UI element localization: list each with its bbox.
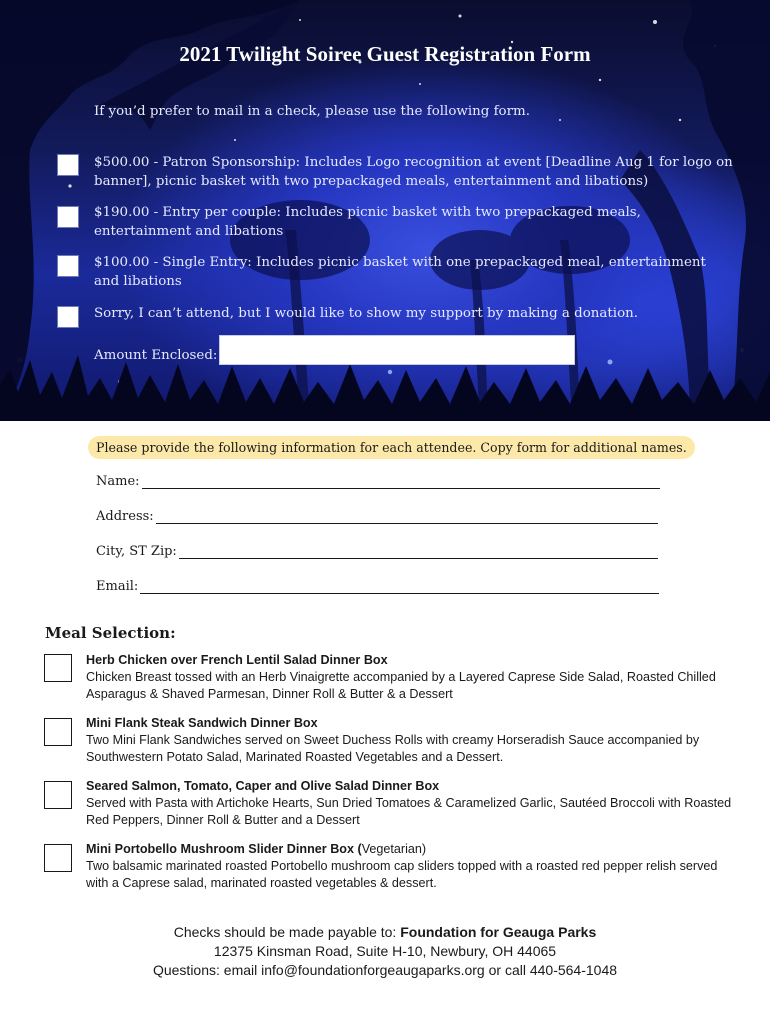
- foundation-name: Foundation for Geauga Parks: [400, 924, 597, 940]
- payment-footer: [0, 923, 770, 980]
- name-field-row: [96, 474, 660, 489]
- attendee-info-notice: Please provide the following information for each attendee. Copy form for additional names.: [88, 436, 695, 459]
- herb-chicken-checkbox[interactable]: [44, 654, 72, 682]
- city-field-row: [96, 544, 658, 559]
- email-field[interactable]: [140, 580, 659, 594]
- name-field[interactable]: [142, 475, 660, 489]
- amount-enclosed-label: Amount Enclosed:: [94, 348, 218, 363]
- meal-title: Seared Salmon, Tomato, Caper and Olive Salad Dinner Box: [86, 779, 440, 793]
- mailing-address: 12375 Kinsman Road, Suite H-10, Newbury, OH 44065: [213, 943, 557, 959]
- payable-to-prefix: Checks should be made payable to:: [173, 924, 401, 940]
- meal-description: Served with Pasta with Artichoke Hearts, Sun Dried Tomatoes & Caramelized Garlic, Sautéed Broccoli with Roasted Red Peppers, Dinner Roll & Butter and a Dessert: [86, 796, 732, 827]
- single-entry-label: $100.00 - Single Entry: Includes picnic basket with one prepackaged meal, entertainment and libations: [94, 255, 706, 289]
- meal-option-portobello-slider: [86, 841, 736, 892]
- address-label: Address:: [96, 509, 154, 524]
- couple-entry-label: $190.00 - Entry per couple: Includes picnic basket with two prepackaged meals, entertainment and libations: [94, 205, 641, 239]
- single-entry-checkbox[interactable]: [57, 255, 79, 277]
- meal-description: Two Mini Flank Sandwiches served on Sweet Duchess Rolls with creamy Horseradish Sauce accompanied by Southwestern Potato Salad, Marinated Roasted Vegetables and a Dessert.: [86, 733, 700, 764]
- meal-description: Two balsamic marinated roasted Portobello mushroom cap sliders topped with a roasted red pepper relish served with a Caprese salad, marinated roasted vegetables & dessert.: [86, 859, 718, 890]
- flank-steak-checkbox[interactable]: [44, 718, 72, 746]
- meal-title: Mini Portobello Mushroom Slider Dinner Box (: [86, 842, 362, 856]
- name-label: Name:: [96, 474, 140, 489]
- form-title: 2021 Twilight Soiree Guest Registration Form: [179, 42, 591, 66]
- night-sky-banner: [0, 0, 770, 421]
- meal-title: Herb Chicken over French Lentil Salad Dinner Box: [86, 653, 388, 667]
- meal-option-seared-salmon: [86, 778, 736, 829]
- address-field[interactable]: [156, 510, 658, 524]
- donation-label: Sorry, I can’t attend, but I would like to show my support by making a donation.: [94, 306, 639, 321]
- amount-enclosed-field[interactable]: [219, 335, 575, 365]
- meal-title-suffix: Vegetarian): [361, 842, 427, 856]
- meal-option-herb-chicken: [86, 652, 736, 703]
- couple-entry-checkbox[interactable]: [57, 206, 79, 228]
- contact-info: Questions: email info@foundationforgeaugaparks.org or call 440-564-1048: [152, 962, 618, 978]
- city-state-zip-field[interactable]: [179, 545, 658, 559]
- seared-salmon-checkbox[interactable]: [44, 781, 72, 809]
- meal-option-flank-steak: [86, 715, 736, 766]
- portobello-slider-checkbox[interactable]: [44, 844, 72, 872]
- meal-description: Chicken Breast tossed with an Herb Vinaigrette accompanied by a Layered Caprese Side Salad, Roasted Chilled Asparagus & Shaved Parmesan, Dinner Roll & Butter & a Dessert: [86, 670, 716, 701]
- city-state-zip-label: City, ST Zip:: [96, 544, 177, 559]
- email-field-row: [96, 579, 659, 594]
- mail-check-intro: If you’d prefer to mail in a check, please use the following form.: [94, 104, 530, 119]
- meal-title: Mini Flank Steak Sandwich Dinner Box: [86, 716, 318, 730]
- address-field-row: [96, 509, 658, 524]
- donation-checkbox[interactable]: [57, 306, 79, 328]
- meal-selection-heading: Meal Selection:: [45, 624, 176, 642]
- email-label: Email:: [96, 579, 139, 594]
- patron-sponsorship-label: $500.00 - Patron Sponsorship: Includes Logo recognition at event [Deadline Aug 1 for logo on banner], picnic basket with two prepackaged meals, entertainment and libations): [94, 155, 733, 189]
- patron-sponsorship-checkbox[interactable]: [57, 154, 79, 176]
